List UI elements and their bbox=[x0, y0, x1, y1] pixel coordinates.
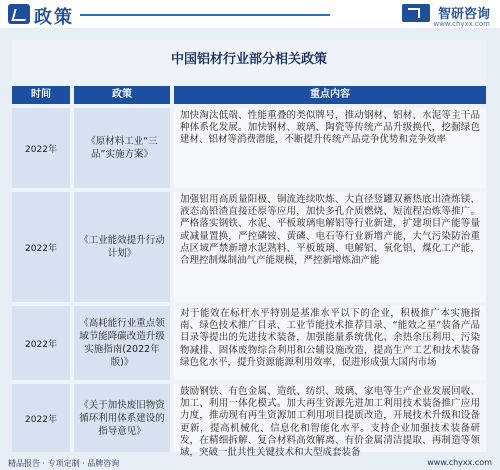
cell-time: 2022年 bbox=[12, 108, 70, 188]
page-header bbox=[0, 0, 500, 28]
cell-policy: 《关于加快废旧物资循环利用体系建设的指导意见》 bbox=[74, 384, 170, 452]
cell-content: 加快淘汰低端、性能重叠的类似牌号，推动钢材、铝材、水泥等主干品种体系化发展。加快钢材、玻璃、陶瓷等传统产品升级换代，挖掘绿色建材、铝材等消费潜能，不断提升传统产品竞争优势和竞争效率 bbox=[174, 108, 486, 188]
footer-tagline: 精品报告 · 专项定制 · 品牌咨询 bbox=[8, 459, 120, 468]
brand-logo-block bbox=[402, 2, 490, 28]
column-header-content: 重点内容 bbox=[174, 86, 486, 104]
cell-content: 对于能效在标杆水平特别是基准水平以下的企业，积极推广本实施指南、绿色技术推广目录、工业节能技术推荐目录、“能效之星”装备产品目录等提出的先进技术装备，加强能量系统优化、余热余压利用、污染物减排、固体废物综合利用和公辅设施改造，提高生产工艺和技术装备绿色化水平，提升资源能源利用效率，促进形成强大国内市场 bbox=[174, 306, 486, 380]
table-row bbox=[12, 384, 486, 459]
page-footer bbox=[0, 458, 500, 470]
column-header-time: 时间 bbox=[12, 86, 70, 104]
cell-policy: 《高耗能行业重点领域节能降碳改造升级实施指南(2022年版)》 bbox=[74, 306, 170, 380]
table-title: 中国铝材行业部分相关政策 bbox=[170, 52, 327, 67]
cell-time: 2022年 bbox=[12, 384, 70, 452]
brand-url: www.chyxx.com bbox=[433, 20, 490, 28]
table-row bbox=[12, 192, 486, 302]
table-row bbox=[12, 108, 486, 188]
cell-content: 加强铝用高质量阳极、铜流连续吹炼、大直径竖罐双蓄热底出渣炼镁、液态高铅渣直接还原等应用，加快多孔介质燃烧、短流程冶炼等推广。严格落实钢铁、水泥、平板玻璃电解铝等行业新建，扩建项目产能等量或减量置换，严控磷铵、黄磷、电石等行业新增产能，大气污染防治重点区域严禁新增水泥熟料、平板玻璃、电解铝、氧化铝、煤化工产能，合理控制煤制油气产能规模，严控新增炼油产能 bbox=[174, 192, 486, 302]
table-row bbox=[12, 306, 486, 380]
cell-policy: 《工业能效提升行动计划》 bbox=[74, 192, 170, 302]
section-title: 政策 bbox=[34, 7, 74, 28]
policy-table-card bbox=[12, 40, 486, 459]
brand-logo-icon bbox=[402, 4, 430, 22]
cell-content: 鼓励钢铁、有色金属、造纸、纺织、玻璃、家电等生产企业发展回收、加工、利用一体化模式。加大再生资源先进加工利用技术装备推广应用力度，推动现有再生资源加工利用项目提质改造，开展技术升级和设备更新，提高机械化、信息化和智能化水平。支持企业加强技术装备研发，在精细拆解、复合材料高效解离、有价金属清洁提取、再制造等领域，突破一批共性关键技术和大型成套装备 bbox=[174, 384, 486, 452]
brand-name: 智研咨询 bbox=[437, 7, 490, 22]
column-header-policy: 政策 bbox=[74, 86, 170, 104]
cell-time: 2022年 bbox=[12, 192, 70, 302]
footer-url: www.chyxx.com bbox=[427, 458, 492, 467]
cell-policy: 《原材料工业“三品”实施方案》 bbox=[74, 108, 170, 188]
cell-time: 2022年 bbox=[12, 306, 70, 380]
header-divider bbox=[80, 14, 330, 16]
section-marker-icon bbox=[8, 4, 30, 24]
